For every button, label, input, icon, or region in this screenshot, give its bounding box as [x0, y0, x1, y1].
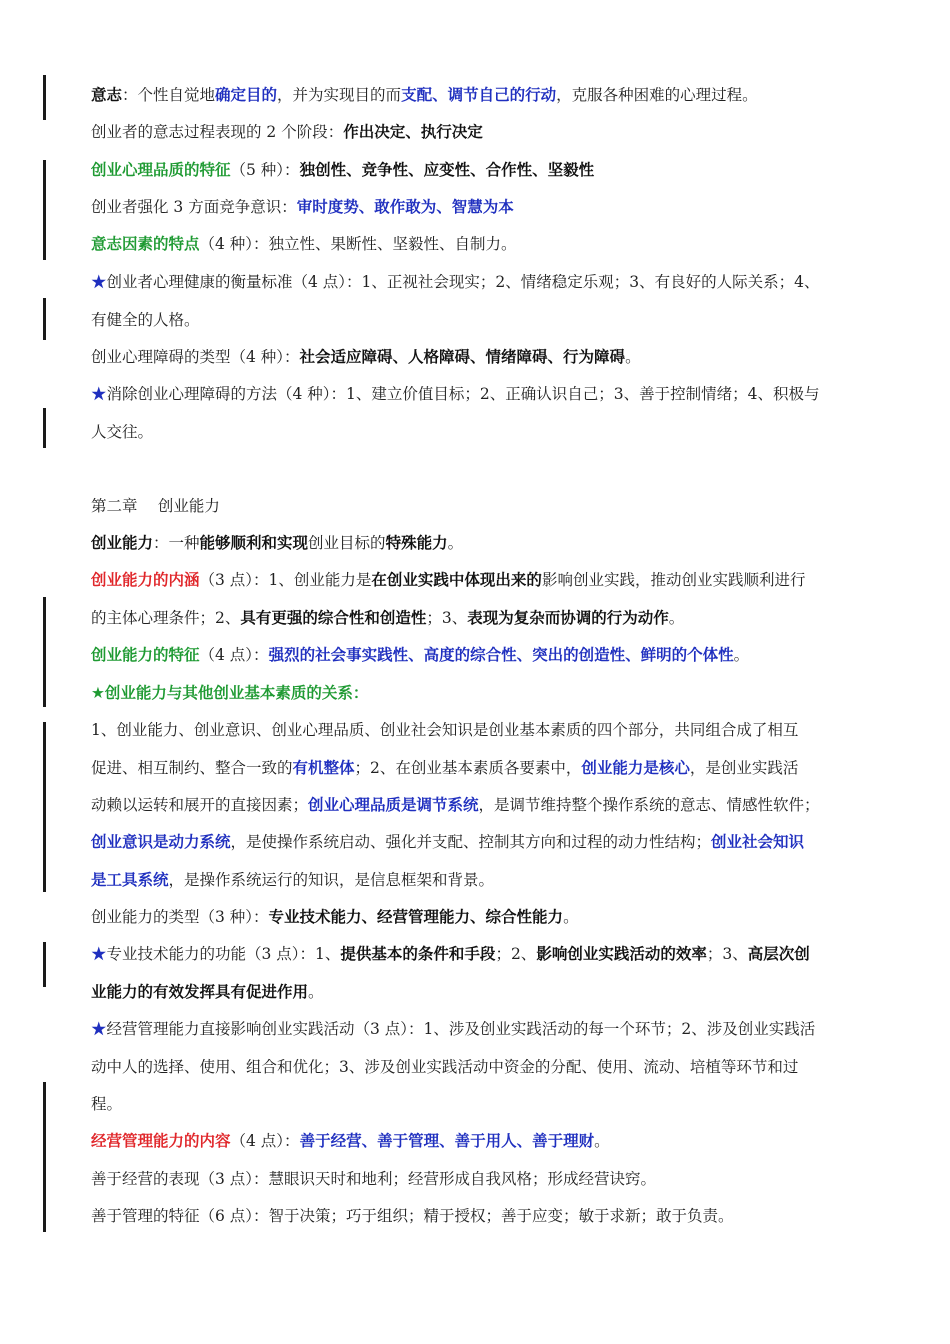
text: 善于经营的表现（3 点）：慧眼识天时和地利；经营形成自我风格；形成经营诀窍。 — [91, 1170, 657, 1188]
text: ，是创业实践活 — [689, 759, 799, 777]
margin-bar — [43, 942, 46, 987]
text: ；2、在创业基本素质各要素中， — [354, 759, 582, 777]
highlight: 在创业实践中体现出来的 — [371, 570, 542, 589]
highlight: 善于经营、善于管理、善于用人、善于理财 — [299, 1131, 595, 1150]
text: 1、创业能力、创业意识、创业心理品质、创业社会知识是创业基本素质的四个部分，共同组合成了相互 — [91, 721, 799, 739]
text: 的主体心理条件；2、 — [91, 609, 241, 627]
text-line — [91, 1094, 871, 1114]
term-will: 意志 — [91, 85, 123, 104]
highlight: 影响创业实践活动的效率 — [536, 944, 707, 963]
text: （4 种）：独立性、果断性、坚毅性、自制力。 — [199, 235, 517, 253]
text: 创业目标的 — [308, 534, 386, 552]
highlight: 创业意识是动力系统 — [91, 832, 231, 851]
text: 促进、相互制约、整合一致的 — [91, 759, 293, 777]
highlight: 表现为复杂而协调的行为动作 — [467, 608, 669, 627]
text: 消除创业心理障碍的方法（4 种）：1、建立价值目标；2、正确认识自己；3、善于控制情绪；4、积极与 — [106, 385, 820, 403]
text-line-obstacle-removal — [91, 384, 871, 404]
text: 。 — [563, 908, 579, 926]
text: 创业能力的类型（3 种）： — [91, 908, 269, 926]
text-line — [91, 608, 871, 628]
text: 专业技术能力的功能（3 点）：1、 — [106, 945, 341, 963]
star-icon: ★ — [91, 385, 107, 403]
text-line-management-impact — [91, 1019, 871, 1039]
text-line-operation-performance — [91, 1169, 871, 1189]
text-line-will-stages — [91, 122, 871, 142]
text: 动赖以运转和展开的直接因素； — [91, 796, 309, 814]
text: 影响创业实践，推动创业实践顺利进行 — [541, 571, 806, 589]
text-line-psych-quality-features — [91, 160, 871, 180]
margin-bar — [43, 298, 46, 340]
text: 。 — [668, 609, 685, 627]
text: ；2、 — [495, 945, 537, 963]
heading-green: 创业能力的特征 — [91, 645, 200, 664]
text-line — [91, 422, 871, 442]
text-line — [91, 720, 871, 740]
text: 创业者的意志过程表现的 2 个阶段： — [91, 123, 344, 141]
text: 创业者强化 3 方面竞争意识： — [91, 198, 297, 216]
text-line-competition-awareness — [91, 197, 871, 217]
text: ：个性自觉地 — [122, 86, 216, 104]
text-line-ability-types — [91, 907, 871, 927]
text: 。 — [447, 534, 464, 552]
text: 创业心理障碍的类型（4 种）： — [91, 348, 300, 366]
text-line-management-content — [91, 1131, 871, 1151]
text: （5 种）： — [230, 161, 300, 179]
margin-bar — [43, 75, 46, 120]
star-icon: ★ — [91, 273, 107, 291]
text-line — [91, 832, 871, 852]
text: ，并为实现目的而 — [277, 86, 402, 104]
heading-green: 创业能力与其他创业基本素质的关系： — [104, 683, 369, 702]
highlight: 创业心理品质是调节系统 — [308, 795, 479, 814]
highlight: 创业能力是核心 — [581, 758, 690, 777]
highlight: 独创性、竞争性、应变性、合作性、坚毅性 — [299, 160, 595, 179]
text: ，克服各种困难的心理过程。 — [556, 86, 758, 104]
highlight: 支配、调节自己的行动 — [401, 85, 557, 104]
text: ，是使操作系统启动、强化并支配、控制其方向和过程的动力性结构； — [230, 833, 712, 851]
heading-green: 创业心理品质的特征 — [91, 160, 231, 179]
text: 善于管理的特征（6 点）：智于决策；巧于组织；精于授权；善于应变；敏于求新；敢于负责。 — [91, 1207, 734, 1225]
highlight: 高层次创 — [747, 944, 810, 963]
highlight: 专业技术能力、经营管理能力、综合性能力 — [268, 907, 564, 926]
text-line — [91, 758, 871, 778]
highlight: 具有更强的综合性和创造性 — [240, 608, 427, 627]
text: 经营管理能力直接影响创业实践活动（3 点）：1、涉及创业实践活动的每一个环节；2、涉及创业实践活 — [106, 1020, 816, 1038]
highlight: 社会适应障碍、人格障碍、情绪障碍、行为障碍 — [299, 347, 626, 366]
text: （4 点）： — [199, 646, 269, 664]
highlight: 业能力的有效发挥具有促进作用 — [91, 982, 309, 1001]
text: ：一种 — [153, 534, 200, 552]
highlight: 提供基本的条件和手段 — [340, 944, 496, 963]
highlight: 强烈的社会事实践性、高度的综合性、突出的创造性、鲜明的个体性 — [268, 645, 734, 664]
text: 。 — [594, 1132, 610, 1150]
text: （4 点）： — [230, 1132, 300, 1150]
text-line-mental-health-standard — [91, 272, 871, 292]
margin-bar — [43, 1082, 46, 1232]
text: 人交往。 — [91, 423, 154, 441]
text: （3 点）：1、创业能力是 — [199, 571, 372, 589]
text-line-ability-definition — [91, 533, 871, 553]
text: ；3、 — [706, 945, 748, 963]
highlight: 审时度势、敢作敢为、智慧为本 — [296, 197, 514, 216]
text-line-ability-features — [91, 645, 871, 665]
text: 创业者心理健康的衡量标准（4 点）：1、正视社会现实；2、情绪稳定乐观；3、有良好的人际关系；4、 — [106, 273, 820, 291]
text: 。 — [733, 646, 750, 664]
text-line — [91, 982, 871, 1002]
highlight: 是工具系统 — [91, 870, 169, 889]
text: 动中人的选择、使用、组合和优化；3、涉及创业实践活动中资金的分配、使用、流动、培植等环节和过 — [91, 1058, 799, 1076]
highlight: 特殊能力 — [385, 533, 448, 552]
margin-bar — [43, 722, 46, 892]
heading-red: 经营管理能力的内容 — [91, 1131, 231, 1150]
highlight: 创业社会知识 — [711, 832, 805, 851]
text: 。 — [625, 348, 641, 366]
text-line — [91, 1057, 871, 1077]
heading-red: 创业能力的内涵 — [91, 570, 200, 589]
chapter-title: 第二章 创业能力 — [91, 497, 220, 515]
margin-bar — [43, 408, 46, 448]
highlight: 能够顺利和实现 — [199, 533, 309, 552]
text: ；3、 — [426, 609, 468, 627]
text-line-management-features — [91, 1206, 871, 1226]
highlight: 有机整体 — [292, 758, 355, 777]
star-icon: ★ — [91, 684, 105, 702]
text: 有健全的人格。 — [91, 311, 200, 329]
margin-bar — [43, 160, 46, 260]
text-line-ability-connotation — [91, 570, 871, 590]
margin-bar — [43, 597, 46, 707]
text: ，是调节维持整个操作系统的意志、情感性软件； — [478, 796, 820, 814]
chapter-heading — [91, 496, 871, 516]
highlight: 作出决定、执行决定 — [343, 122, 483, 141]
text: 。 — [308, 983, 324, 1001]
text-line-will-factors — [91, 234, 871, 254]
text-line-ability-relation-heading — [91, 683, 871, 703]
text-line-tech-ability-function — [91, 944, 871, 964]
text: ，是操作系统运行的知识，是信息框架和背景。 — [168, 871, 495, 889]
text-line-will-definition — [91, 85, 871, 105]
text-line — [91, 870, 871, 890]
highlight: 确定目的 — [215, 85, 278, 104]
text-line-obstacle-types — [91, 347, 871, 367]
text: 程。 — [91, 1095, 123, 1113]
text-line — [91, 310, 871, 330]
heading-green: 意志因素的特点 — [91, 234, 200, 253]
term: 创业能力 — [91, 533, 154, 552]
star-icon: ★ — [91, 1020, 107, 1038]
star-icon: ★ — [91, 945, 107, 963]
text-line — [91, 795, 871, 815]
